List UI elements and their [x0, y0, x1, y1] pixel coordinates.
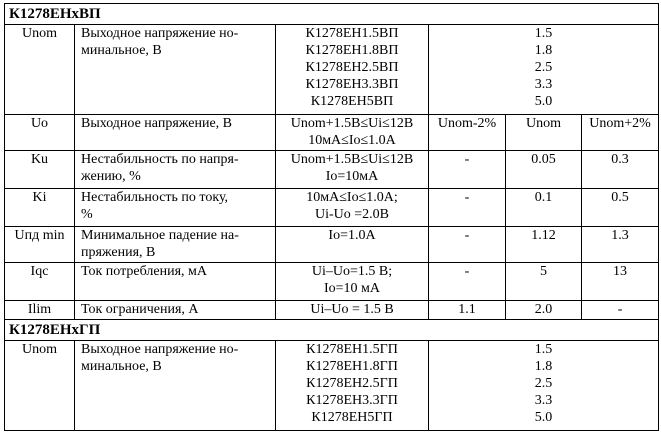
param-name-line: Нестабильность по току,	[81, 190, 229, 205]
param-name-line: пряжения, В	[81, 245, 156, 260]
param-name-line: Выходное напряжение но-	[81, 26, 239, 41]
device-type: К1278ЕН3.3ВП	[305, 77, 399, 92]
param-name-line: минальное, В	[81, 359, 162, 374]
condition-line: Ui-Uo =2.0B	[314, 207, 389, 222]
param-name-line: Выходное напряжение, В	[81, 116, 232, 131]
test-conditions	[276, 115, 429, 151]
device-type-list	[276, 25, 429, 115]
max-value: -	[582, 301, 659, 320]
param-name-line: жению, %	[81, 169, 141, 184]
device-type: К1278ЕН1.8ВП	[305, 43, 399, 58]
nominal-value: 2.5	[534, 376, 553, 391]
min-value: -	[429, 151, 506, 189]
param-name-line: Выходное напряжение но-	[81, 342, 239, 357]
typ-value: 5	[506, 263, 582, 301]
nominal-value: 2.5	[534, 60, 553, 75]
nominal-value: 1.8	[534, 359, 553, 374]
test-conditions	[276, 263, 429, 301]
min-value: Unom-2%	[429, 115, 506, 151]
condition-line: Ui–Uo = 1.5 B	[310, 302, 394, 317]
param-name	[75, 151, 276, 189]
nominal-value-list	[429, 25, 659, 115]
param-name-line: Нестабильность по напря-	[81, 152, 239, 167]
param-name	[75, 341, 276, 431]
section-header-row	[5, 320, 659, 341]
typ-value: Unom	[506, 115, 582, 151]
condition-line: Unom+1.5B≤Ui≤12B	[290, 116, 414, 131]
param-name	[75, 263, 276, 301]
nominal-value: 3.3	[534, 393, 553, 408]
condition-line: Unom+1.5B≤Ui≤12B	[290, 152, 414, 167]
section-title: К1278ЕНхВП	[5, 4, 659, 25]
typ-value: 0.1	[506, 189, 582, 227]
test-conditions	[276, 301, 429, 320]
device-type: К1278ЕН5ВП	[310, 94, 394, 109]
test-conditions	[276, 151, 429, 189]
param-name	[75, 301, 276, 320]
max-value: Unom+2%	[582, 115, 659, 151]
section-header-row	[5, 4, 659, 25]
param-symbol: Ku	[5, 151, 75, 189]
param-symbol: Ki	[5, 189, 75, 227]
table-row-ilim	[5, 301, 659, 320]
param-name	[75, 227, 276, 263]
nominal-value: 3.3	[534, 77, 553, 92]
condition-line: 10мА≤Io≤1.0A;	[306, 190, 398, 205]
param-name-line: %	[81, 207, 93, 222]
typ-value: 2.0	[506, 301, 582, 320]
table-row-unom	[5, 341, 659, 431]
condition-line: 10мА≤Io≤1.0A	[308, 133, 396, 148]
nominal-value: 5.0	[534, 410, 553, 425]
nominal-value-list	[429, 341, 659, 431]
nominal-value: 5.0	[534, 94, 553, 109]
min-value: 1.1	[429, 301, 506, 320]
param-name-line: минальное, В	[81, 43, 162, 58]
param-symbol: Unom	[5, 341, 75, 431]
param-name	[75, 189, 276, 227]
device-type: К1278ЕН3.3ГП	[306, 393, 398, 408]
device-type-list	[276, 341, 429, 431]
min-value: -	[429, 227, 506, 263]
test-conditions	[276, 189, 429, 227]
max-value: 1.3	[582, 227, 659, 263]
typ-value: 0.05	[506, 151, 582, 189]
device-type: К1278ЕН1.5ГП	[306, 342, 398, 357]
device-type: К1278ЕН2.5ВП	[305, 60, 399, 75]
table-row-ku	[5, 151, 659, 189]
max-value: 0.5	[582, 189, 659, 227]
condition-line: Io=10мА	[325, 169, 379, 184]
table-row-uo	[5, 115, 659, 151]
min-value: -	[429, 263, 506, 301]
section-title: К1278ЕНхГП	[5, 320, 659, 341]
typ-value: 1.12	[506, 227, 582, 263]
condition-line: Io=1.0A	[328, 228, 376, 243]
device-type: К1278ЕН2.5ГП	[306, 376, 398, 391]
nominal-value: 1.5	[534, 342, 553, 357]
param-symbol: Unom	[5, 25, 75, 115]
param-name	[75, 115, 276, 151]
max-value: 0.3	[582, 151, 659, 189]
param-symbol: Ilim	[5, 301, 75, 320]
min-value: -	[429, 189, 506, 227]
spec-table	[4, 3, 659, 431]
nominal-value: 1.8	[534, 43, 553, 58]
table-row-unom	[5, 25, 659, 115]
table-row-upd-min	[5, 227, 659, 263]
device-type: К1278ЕН1.8ГП	[306, 359, 398, 374]
max-value: 13	[582, 263, 659, 301]
param-symbol: Uo	[5, 115, 75, 151]
device-type: К1278ЕН1.5ВП	[305, 26, 399, 41]
param-name-line: Минимальное падение на-	[81, 228, 239, 243]
test-conditions	[276, 227, 429, 263]
condition-line: Ui–Uo=1.5 B;	[311, 264, 393, 279]
param-symbol: Uпд min	[5, 227, 75, 263]
nominal-value: 1.5	[534, 26, 553, 41]
condition-line: Io=10 мА	[323, 281, 381, 296]
param-name-line: Ток потребления, мА	[81, 264, 207, 279]
table-row-iqc	[5, 263, 659, 301]
param-name-line: Ток ограничения, А	[81, 302, 199, 317]
param-symbol: Iqc	[5, 263, 75, 301]
spec-table-container	[4, 3, 659, 431]
table-row-ki	[5, 189, 659, 227]
param-name	[75, 25, 276, 115]
device-type: К1278ЕН5ГП	[311, 410, 393, 425]
